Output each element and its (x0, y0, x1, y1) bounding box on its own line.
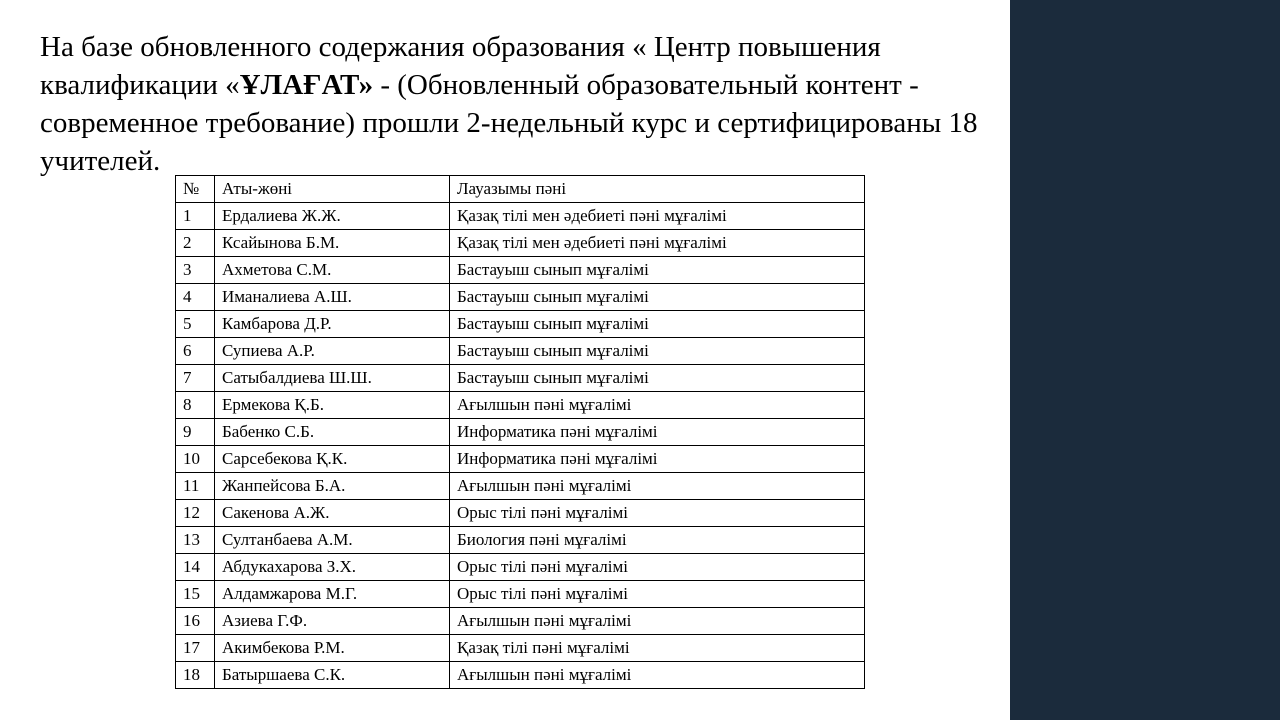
table-row (176, 500, 865, 527)
table-row (176, 554, 865, 581)
cell-number: 2 (176, 230, 215, 257)
heading-brand: ҰЛАҒАТ» (239, 69, 374, 101)
cell-full-name: Сарсебекова Қ.К. (215, 446, 450, 473)
cell-position-subject: Биология пәні мұғалімі (450, 527, 865, 554)
table-header-row (176, 176, 865, 203)
heading-text-start: На базе обновленного содержания образования « Центр повышения квалификации « (40, 31, 881, 101)
table-row (176, 608, 865, 635)
cell-full-name: Султанбаева А.М. (215, 527, 450, 554)
cell-position-subject: Бастауыш сынып мұғалімі (450, 365, 865, 392)
cell-position-subject: Ағылшын пәні мұғалімі (450, 392, 865, 419)
table-row (176, 662, 865, 689)
cell-number: 10 (176, 446, 215, 473)
cell-position-subject: Ағылшын пәні мұғалімі (450, 473, 865, 500)
cell-full-name: Ермекова Қ.Б. (215, 392, 450, 419)
cell-full-name: Акимбекова Р.М. (215, 635, 450, 662)
table-row (176, 365, 865, 392)
cell-full-name: Иманалиева А.Ш. (215, 284, 450, 311)
cell-number: 8 (176, 392, 215, 419)
cell-position-subject: Ағылшын пәні мұғалімі (450, 662, 865, 689)
table-row (176, 203, 865, 230)
cell-number: 6 (176, 338, 215, 365)
side-panel (1010, 0, 1280, 720)
cell-position-subject: Орыс тілі пәні мұғалімі (450, 500, 865, 527)
cell-number: 13 (176, 527, 215, 554)
slide-heading (40, 28, 1000, 180)
cell-full-name: Жанпейсова Б.А. (215, 473, 450, 500)
cell-full-name: Азиева Г.Ф. (215, 608, 450, 635)
cell-number: 14 (176, 554, 215, 581)
table-body (176, 203, 865, 689)
cell-full-name: Бабенко С.Б. (215, 419, 450, 446)
cell-position-subject: Бастауыш сынып мұғалімі (450, 338, 865, 365)
cell-full-name: Ахметова С.М. (215, 257, 450, 284)
cell-full-name: Абдукахарова З.Х. (215, 554, 450, 581)
cell-full-name: Ксайынова Б.М. (215, 230, 450, 257)
cell-number: 18 (176, 662, 215, 689)
cell-number: 7 (176, 365, 215, 392)
cell-number: 15 (176, 581, 215, 608)
cell-position-subject: Бастауыш сынып мұғалімі (450, 257, 865, 284)
table-row (176, 392, 865, 419)
cell-number: 9 (176, 419, 215, 446)
cell-full-name: Батыршаева С.К. (215, 662, 450, 689)
cell-number: 3 (176, 257, 215, 284)
table-row (176, 446, 865, 473)
cell-number: 1 (176, 203, 215, 230)
table-row (176, 527, 865, 554)
table-row (176, 581, 865, 608)
table-row (176, 338, 865, 365)
table-row (176, 419, 865, 446)
teachers-table (175, 175, 865, 689)
cell-number: 11 (176, 473, 215, 500)
cell-position-subject: Қазақ тілі пәні мұғалімі (450, 635, 865, 662)
cell-full-name: Камбарова Д.Р. (215, 311, 450, 338)
cell-position-subject: Қазақ тілі мен әдебиеті пәні мұғалімі (450, 230, 865, 257)
header-number: № (176, 176, 215, 203)
cell-position-subject: Информатика пәні мұғалімі (450, 419, 865, 446)
cell-number: 16 (176, 608, 215, 635)
cell-position-subject: Орыс тілі пәні мұғалімі (450, 581, 865, 608)
table-row (176, 473, 865, 500)
table-row (176, 311, 865, 338)
cell-number: 17 (176, 635, 215, 662)
cell-position-subject: Бастауыш сынып мұғалімі (450, 311, 865, 338)
cell-full-name: Сатыбалдиева Ш.Ш. (215, 365, 450, 392)
cell-number: 5 (176, 311, 215, 338)
heading-text-end: - (Обновленный образовательный контент - современное требование) прошли 2-недельный курс и сертифицированы 18 учителей. (40, 69, 978, 177)
cell-position-subject: Орыс тілі пәні мұғалімі (450, 554, 865, 581)
cell-full-name: Супиева А.Р. (215, 338, 450, 365)
cell-position-subject: Қазақ тілі мен әдебиеті пәні мұғалімі (450, 203, 865, 230)
cell-number: 4 (176, 284, 215, 311)
header-position-subject: Лауазымы пәні (450, 176, 865, 203)
cell-position-subject: Бастауыш сынып мұғалімі (450, 284, 865, 311)
header-full-name: Аты-жөні (215, 176, 450, 203)
table-row (176, 284, 865, 311)
cell-full-name: Сакенова А.Ж. (215, 500, 450, 527)
cell-full-name: Ердалиева Ж.Ж. (215, 203, 450, 230)
cell-position-subject: Информатика пәні мұғалімі (450, 446, 865, 473)
cell-full-name: Алдамжарова М.Г. (215, 581, 450, 608)
cell-position-subject: Ағылшын пәні мұғалімі (450, 608, 865, 635)
cell-number: 12 (176, 500, 215, 527)
table-row (176, 230, 865, 257)
table-row (176, 635, 865, 662)
table-row (176, 257, 865, 284)
